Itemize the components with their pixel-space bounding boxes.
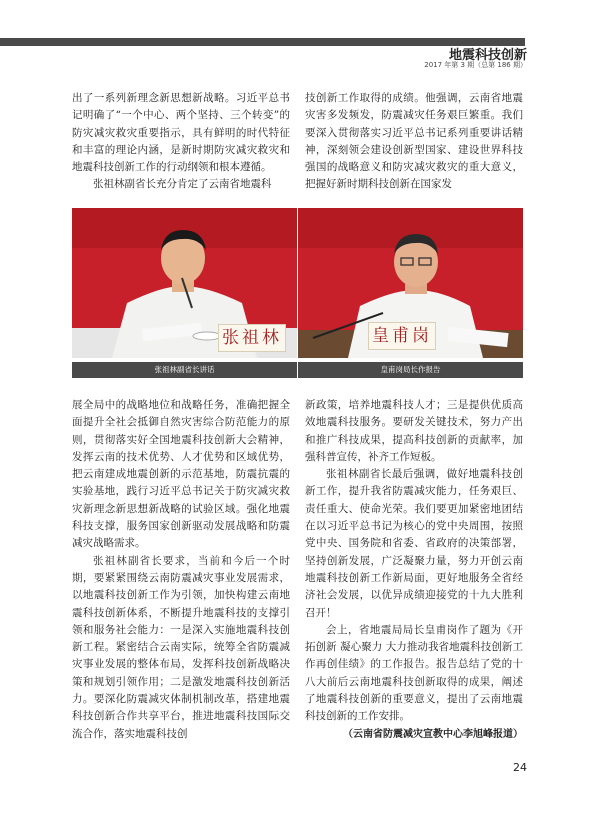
top-right-column (305, 90, 523, 194)
page-number: 24 (513, 761, 527, 774)
photo-caption: 皇甫岗局长作报告 (298, 362, 523, 378)
bottom-right-column (305, 397, 523, 743)
paragraph: 技创新工作取得的成绩。他强调，云南省地震灾害多发频发，防震减灾任务艰巨繁重。我们要深入贯彻落实习近平总书记系列重要讲话精神，深刻领会建设创新型国家、建设世界科技强国的战略意义和防灾减灾救灾的重大意义，把握好新时期科技创新在国家发 (305, 92, 523, 191)
paragraph: 新政策，培养地震科技人才；三是提供优质高效地震科技服务。要研发关键技术，努力产出和推广科技成果，提高科技创新的贡献率，加强科普宣传，补齐工作短板。 (305, 399, 523, 463)
photo-caption: 张祖林副省长讲话 (72, 362, 297, 378)
paragraph: 出了一系列新理念新思想新战略。习近平总书记明确了“一个中心、两个坚持、三个转变”的防灾减灾救灾重要指示，具有鲜明的时代特征和丰富的理论内涵，是新时期防灾减灾救灾和地震科技创新工作的行动纲领和根本遵循。 (72, 92, 290, 174)
byline: （云南省防震减灾宣教中心李旭峰报道） (343, 728, 523, 740)
photo-speaker-2 (298, 208, 523, 358)
journal-title: 地震科技创新 (448, 48, 527, 63)
photo-speaker-1 (72, 208, 297, 358)
issue-info: 2017 年第 3 期（总第 186 期） (424, 61, 527, 69)
header-bar (0, 38, 525, 46)
top-left-column (72, 90, 290, 194)
paragraph: 会上，省地震局局长皇甫岗作了题为《开拓创新 凝心聚力 大力推动我省地震科技创新工作再创佳绩》的工作报告。报告总结了党的十八大前后云南地震科技创新取得的成果，阐述了地震科技创新的重要意义，提出了云南地震科技创新的工作安排。 (305, 623, 523, 723)
bottom-left-column (72, 397, 290, 743)
paragraph: 展全局中的战略地位和战略任务，准确把握全面提升全社会抵御自然灾害综合防范能力的原则，贯彻落实好全国地震科技创新大会精神，发挥云南的技术优势、人才优势和区域优势，把云南建成地震创新的示范基地，防震抗震的实验基地，践行习近平总书记关于防灾减灾救灾新理念新思想新战略的试验区域。强化地震科技支撑，服务国家创新驱动发展战略和防震减灾战略需求。 (72, 399, 290, 550)
paragraph: 张祖林副省长要求，当前和今后一个时期，要紧紧围绕云南防震减灾事业发展需求，以地震科技创新工作为引领，加快构建云南地震科技创新体系，不断提升地震科技的支撑引领和服务社会能力：一是深入实施地震科技创新工程。紧密结合云南实际，统筹全省防震减灾事业发展的整体布局，发挥科技创新战略决策和规划引领作用；二是激发地震科技创新活力。要深化防震减灾体制机制改革，搭建地震科技创新合作共享平台，推进地震科技国际交流合作，落实地震科技创 (72, 554, 290, 740)
nameplate: 皇甫岗 (368, 322, 436, 350)
nameplate: 张祖林 (218, 324, 286, 352)
paragraph: 张祖林副省长充分肯定了云南省地震科 (93, 178, 272, 191)
paragraph: 张祖林副省长最后强调，做好地震科技创新工作，提升我省防震减灾能力，任务艰巨、责任重大、使命光荣。我们要更加紧密地团结在以习近平总书记为核心的党中央周围，按照党中央、国务院和省委、省政府的决策部署，坚持创新发展，广泛凝聚力量，努力开创云南地震科技创新工作新局面，更好地服务全省经济社会发展，以优异成绩迎接党的十九大胜利召开！ (305, 468, 523, 619)
